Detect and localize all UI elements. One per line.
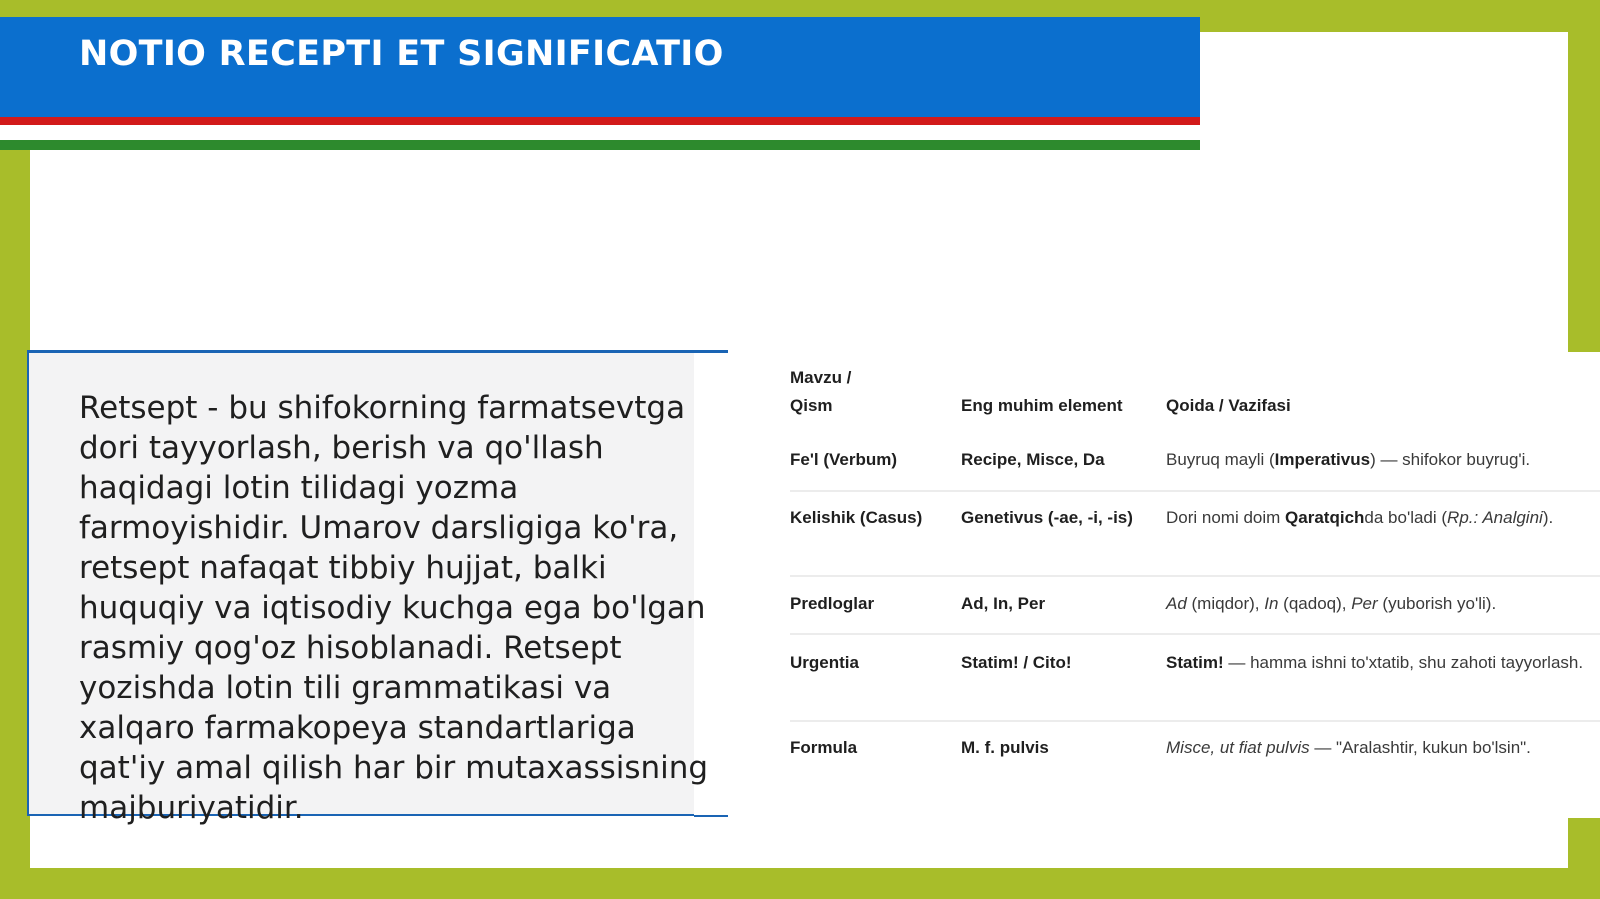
- row-element: Ad, In, Per: [961, 594, 1046, 613]
- row-element: Statim! / Cito!: [961, 653, 1072, 672]
- header-rule: Qoida / Vazifasi: [1166, 396, 1291, 415]
- row-divider: [790, 575, 1600, 577]
- row-topic: Kelishik (Casus): [790, 508, 923, 527]
- definition-text: Retsept - bu shifokorning farmatsevtga dori tayyorlash, berish va qo'llash haqidagi lotin tilidagi yozma farmoyishidir. Umarov darsligiga ko'ra, retsept nafaqat tibbiy hujjat, balki huquqiy va iqtisodiy kuchga ega bo'lgan rasmiy qog'oz hisoblanadi. Retsept yozishda lotin tili grammatikasi va xalqaro farmakopeya standartlariga qat'iy amal qilish har bir mutaxassisning majburiyatidir.: [79, 390, 709, 826]
- row-rule: Misce, ut fiat pulvis — "Aralashtir, kukun bo'lsin".: [1166, 738, 1531, 757]
- flag-stripe-green: [0, 140, 1200, 150]
- table-header-row: [790, 364, 1590, 424]
- row-topic: Formula: [790, 738, 858, 757]
- row-rule: Ad (miqdor), In (qadoq), Per (yuborish yo'li).: [1166, 594, 1497, 613]
- row-element: M. f. pulvis: [961, 738, 1049, 757]
- row-rule: Dori nomi doim Qaratqichda bo'ladi (Rp.: Analgini).: [1166, 508, 1554, 527]
- row-divider: [790, 633, 1600, 635]
- flag-stripe-white: [0, 125, 1200, 140]
- row-rule: Statim! — hamma ishni to'xtatib, shu zahoti tayyorlash.: [1166, 653, 1584, 672]
- slide-title: NOTIO RECEPTI ET SIGNIFICATIO: [79, 34, 724, 74]
- row-divider: [790, 720, 1600, 722]
- row-topic: Urgentia: [790, 653, 859, 672]
- row-topic: Fe'l (Verbum): [790, 450, 898, 469]
- flag-stripe-red: [0, 117, 1200, 125]
- header-topic: Mavzu / Qism: [790, 368, 852, 415]
- frame-accent-right: [1568, 0, 1600, 352]
- header-element: Eng muhim element: [961, 396, 1123, 415]
- row-rule: Buyruq mayli (Imperativus) — shifokor buyrug'i.: [1166, 450, 1531, 469]
- row-element: Recipe, Misce, Da: [961, 450, 1105, 469]
- row-topic: Predloglar: [790, 594, 875, 613]
- textbox-border-top: [694, 350, 728, 353]
- row-element: Genetivus (-ae, -i, -is): [961, 508, 1133, 527]
- row-divider: [790, 490, 1600, 492]
